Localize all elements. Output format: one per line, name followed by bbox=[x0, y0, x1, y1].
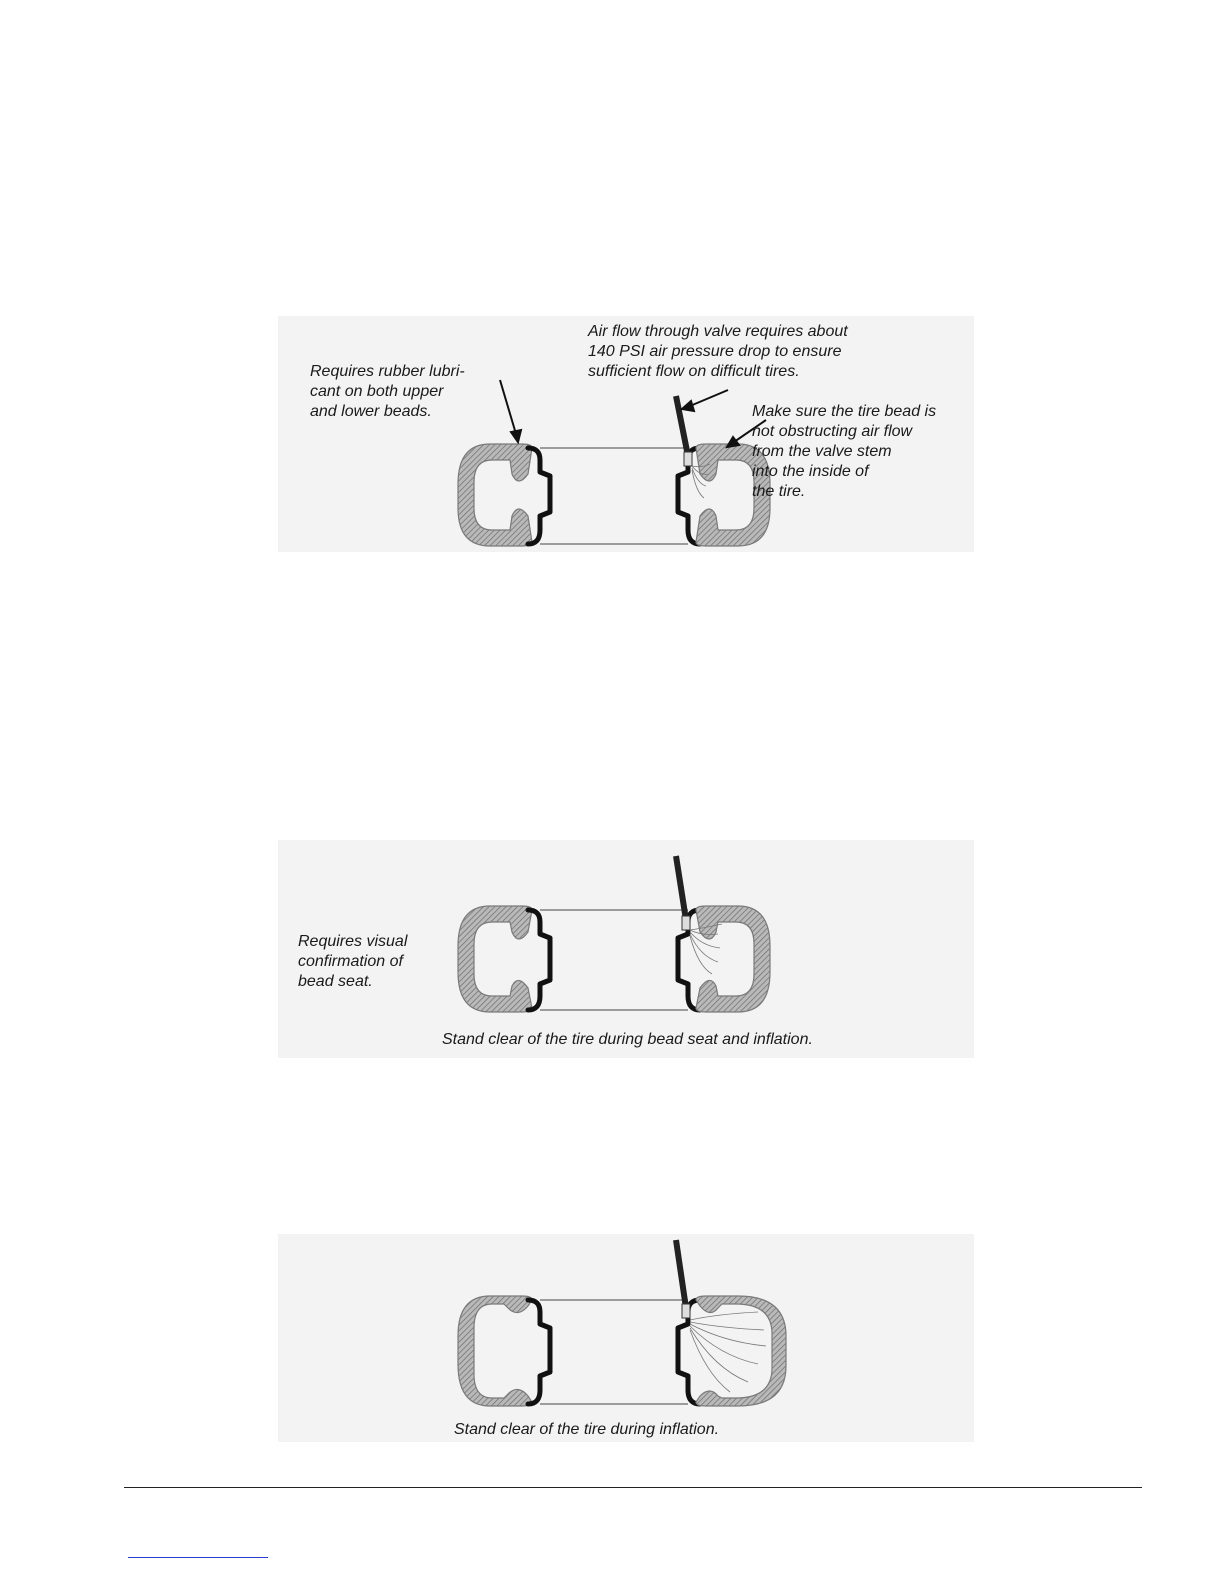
annotation-arrows bbox=[500, 380, 766, 447]
figure-lubrication-airflow bbox=[278, 316, 974, 552]
footer-rule bbox=[124, 1487, 1142, 1488]
left-rim bbox=[528, 910, 550, 1010]
footer-link-underline[interactable] bbox=[128, 1557, 268, 1558]
tire-diagram-3 bbox=[278, 1234, 974, 1442]
figure-inflation bbox=[278, 1234, 974, 1442]
right-tire-profile bbox=[696, 1296, 786, 1406]
airflow-puffs bbox=[690, 1312, 766, 1392]
bead-obstruction-note: Make sure the tire bead is not obstructing air flow from the valve stem into the inside of the tire. bbox=[752, 403, 937, 500]
bead-seat-caption: Stand clear of the tire during bead seat and inflation. bbox=[442, 1031, 813, 1048]
valve-stem bbox=[684, 452, 692, 466]
figure-bead-seat bbox=[278, 840, 974, 1058]
left-rim bbox=[528, 448, 550, 544]
left-rim bbox=[528, 1300, 550, 1404]
left-tire-profile bbox=[458, 444, 532, 546]
inflation-caption: Stand clear of the tire during inflation. bbox=[454, 1421, 720, 1438]
left-tire-profile bbox=[458, 906, 532, 1012]
lubricant-note: Requires rubber lubri- cant on both upper and lower beads. bbox=[310, 363, 465, 420]
inflation-hose bbox=[676, 1240, 686, 1308]
left-tire-profile bbox=[458, 1296, 532, 1406]
valve-stem bbox=[682, 1304, 690, 1318]
valve-stem bbox=[682, 916, 690, 930]
left-tire-section bbox=[456, 444, 538, 546]
visual-confirmation-note: Requires visual confirmation of bead seat. bbox=[298, 933, 408, 990]
right-tire-profile bbox=[696, 906, 770, 1012]
airflow-note: Air flow through valve requires about 140 PSI air pressure drop to ensure sufficient flow on difficult tires. bbox=[588, 323, 848, 380]
